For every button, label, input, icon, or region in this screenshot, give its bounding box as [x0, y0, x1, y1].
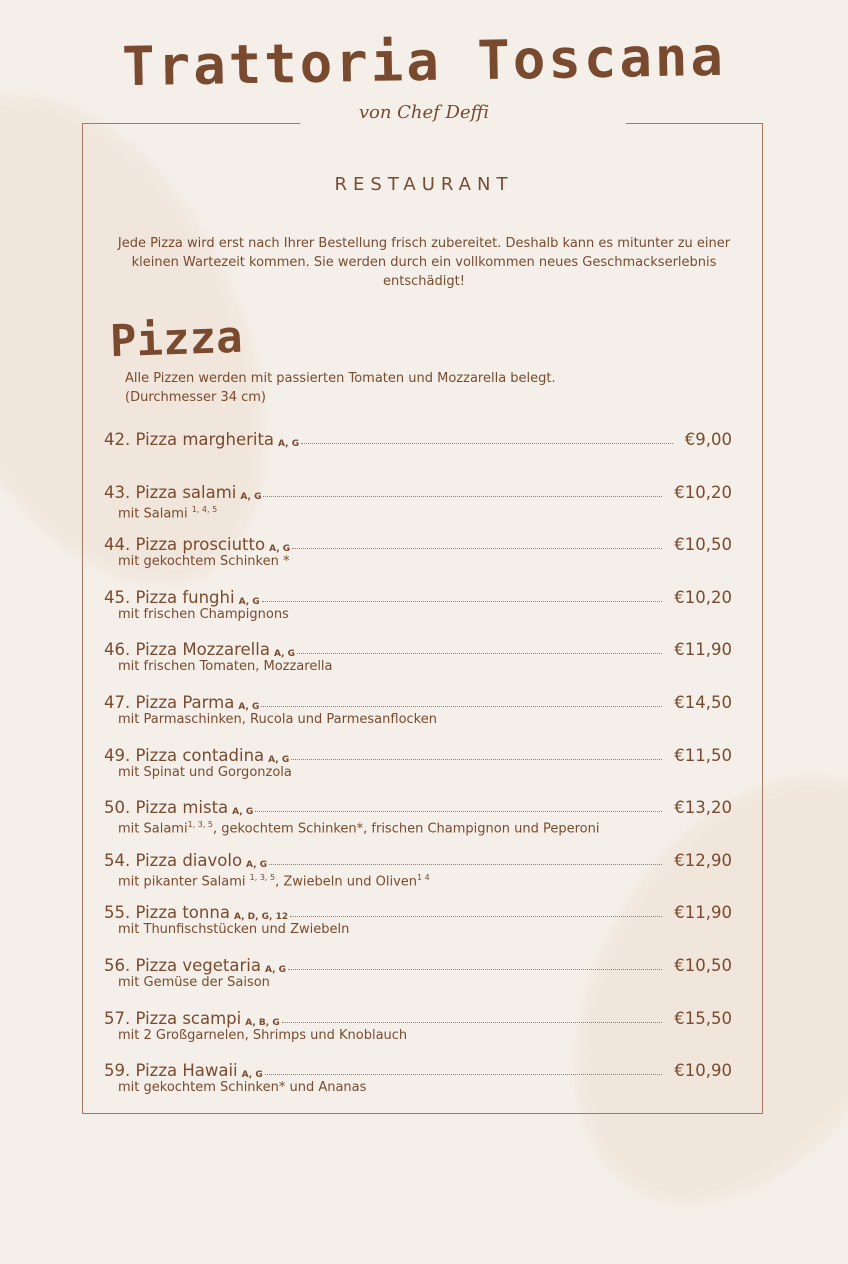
- menu-item-row: [104, 583, 732, 607]
- additive-codes: 1, 3, 5: [249, 873, 276, 882]
- menu-item-name: 45. Pizza funghi: [104, 588, 235, 607]
- menu-item-row: [104, 898, 732, 922]
- menu-item-row: [104, 688, 732, 712]
- dotted-leader: [292, 548, 662, 549]
- menu-item-name: 57. Pizza scampi: [104, 1009, 242, 1028]
- description-text: mit Parmaschinken, Rucola und Parmesanflocken: [118, 712, 437, 727]
- dotted-leader: [255, 811, 662, 812]
- menu-item-description: [118, 975, 732, 991]
- description-text: mit pikanter Salami: [118, 874, 250, 890]
- dotted-leader: [265, 1074, 663, 1075]
- dotted-leader: [301, 443, 673, 444]
- menu-item-description: [118, 922, 732, 938]
- allergen-codes: A, G: [240, 492, 262, 502]
- dotted-leader: [263, 496, 662, 497]
- allergen-codes: A, G: [246, 860, 268, 870]
- menu-item-description: [118, 554, 732, 570]
- menu-item-price: €15,50: [674, 1009, 732, 1028]
- allergen-codes: A, G: [264, 965, 287, 975]
- allergen-codes: A, G: [268, 755, 290, 765]
- allergen-codes: A, G: [273, 649, 296, 659]
- menu-item-description: [118, 659, 732, 675]
- menu-item-price: €11,90: [674, 640, 732, 659]
- menu-item: [104, 1004, 732, 1044]
- allergen-codes: A, G: [238, 702, 260, 712]
- dotted-leader: [297, 653, 662, 654]
- menu-item-name: 56. Pizza vegetaria: [104, 956, 261, 975]
- menu-item-row: [104, 478, 732, 502]
- menu-item: [104, 793, 732, 837]
- menu-item-row: [104, 1004, 732, 1028]
- menu-item-row: [104, 793, 732, 817]
- menu-item-name: 55. Pizza tonna: [104, 903, 230, 922]
- menu-item-row: [104, 530, 732, 554]
- description-text: mit frischen Tomaten, Mozzarella: [118, 659, 333, 674]
- category-note: Alle Pizzen werden mit passierten Tomaten und Mozzarella belegt. (Durchmesser 34 cm): [125, 371, 556, 405]
- menu-item-price: €10,20: [674, 588, 732, 607]
- menu-item-name: 46. Pizza Mozzarella: [104, 640, 270, 659]
- menu-item: [104, 478, 732, 522]
- intro-text: Jede Pizza wird erst nach Ihrer Bestellung frisch zubereitet. Deshalb kann es mitunter zu einer kleinen Wartezeit kommen. Sie werden durch ein vollkommen neues Geschmackserlebnis entschädigt!: [117, 236, 731, 289]
- allergen-codes: A, G: [278, 439, 300, 449]
- description-text: mit Salami: [118, 821, 188, 837]
- menu-item-row: [104, 741, 732, 765]
- menu-item-price: €11,90: [674, 903, 732, 922]
- dotted-leader: [288, 969, 662, 970]
- menu-item-description: [118, 1028, 732, 1044]
- description-text: mit Thunfischstücken und Zwiebeln: [118, 922, 350, 937]
- additive-codes: 1, 4, 5: [191, 505, 218, 514]
- allergen-codes: A, G: [269, 544, 291, 554]
- menu-item-row: [104, 951, 732, 975]
- menu-item-price: €10,50: [674, 956, 732, 975]
- menu-item-description: [118, 712, 732, 728]
- additive-codes: 1, 3, 5: [187, 820, 214, 829]
- menu-item-description: [118, 817, 732, 837]
- restaurant-name: Trattoria Toscana: [121, 24, 727, 99]
- menu-item: [104, 635, 732, 675]
- menu-item: [104, 1056, 732, 1096]
- menu-item-price: €13,20: [674, 798, 732, 817]
- menu-item: [104, 951, 732, 991]
- menu-item-name: 43. Pizza salami: [104, 483, 237, 502]
- menu-item-price: €14,50: [674, 693, 732, 712]
- menu-item-row: [104, 1056, 732, 1080]
- menu-item-row: [104, 846, 732, 870]
- category-title: Pizza: [109, 311, 244, 368]
- allergen-codes: A, G: [232, 807, 254, 817]
- description-text: , gekochtem Schinken*, frischen Champignon und Peperoni: [213, 821, 600, 837]
- menu-item: [104, 688, 732, 728]
- dotted-leader: [262, 601, 663, 602]
- description-text: mit Gemüse der Saison: [118, 975, 270, 990]
- menu-item-description: [118, 502, 732, 522]
- menu-item-description: [118, 765, 732, 781]
- menu-item: [104, 898, 732, 938]
- additive-codes: 1 4: [417, 873, 430, 882]
- dotted-leader: [282, 1022, 663, 1023]
- menu-item-price: €9,00: [684, 430, 732, 449]
- allergen-codes: A, G: [241, 1070, 263, 1080]
- menu-item-description: [118, 870, 732, 890]
- dotted-leader: [291, 759, 662, 760]
- menu-item-name: 47. Pizza Parma: [104, 693, 235, 712]
- menu-item-price: €10,50: [674, 535, 732, 554]
- description-text: mit frischen Champignons: [118, 607, 289, 622]
- description-text: mit Spinat und Gorgonzola: [118, 765, 292, 780]
- menu-item-row: [104, 635, 732, 659]
- menu-item-description: [118, 1080, 732, 1096]
- menu-item: [104, 425, 732, 449]
- menu-item-name: 54. Pizza diavolo: [104, 851, 243, 870]
- dotted-leader: [290, 916, 662, 917]
- dotted-leader: [269, 864, 662, 865]
- menu-item-name: 50. Pizza mista: [104, 798, 229, 817]
- menu-item-description: [118, 607, 732, 623]
- chef-subtitle: von Chef Deffi: [358, 102, 490, 123]
- menu-item-name: 59. Pizza Hawaii: [104, 1061, 238, 1080]
- menu-item-price: €10,20: [674, 483, 732, 502]
- menu-item-price: €12,90: [674, 851, 732, 870]
- description-text: mit gekochtem Schinken* und Ananas: [118, 1080, 367, 1095]
- menu-item-name: 42. Pizza margherita: [104, 430, 275, 449]
- menu-item-row: [104, 425, 732, 449]
- menu-item: [104, 741, 732, 781]
- description-text: mit 2 Großgarnelen, Shrimps und Knoblauch: [118, 1028, 408, 1043]
- menu-item-name: 49. Pizza contadina: [104, 746, 265, 765]
- menu-item-name: 44. Pizza prosciutto: [104, 535, 266, 554]
- description-text: mit gekochtem Schinken *: [118, 554, 290, 569]
- dotted-leader: [261, 706, 662, 707]
- section-label: RESTAURANT: [334, 174, 514, 195]
- description-text: mit Salami: [118, 506, 192, 522]
- menu-item: [104, 583, 732, 623]
- allergen-codes: A, B, G: [245, 1018, 280, 1028]
- description-text: , Zwiebeln und Oliven: [275, 874, 418, 890]
- menu-item: [104, 530, 732, 570]
- allergen-codes: A, G: [238, 597, 260, 607]
- allergen-codes: A, D, G, 12: [233, 912, 289, 922]
- menu-item: [104, 846, 732, 890]
- menu-item-price: €10,90: [674, 1061, 732, 1080]
- menu-item-price: €11,50: [674, 746, 732, 765]
